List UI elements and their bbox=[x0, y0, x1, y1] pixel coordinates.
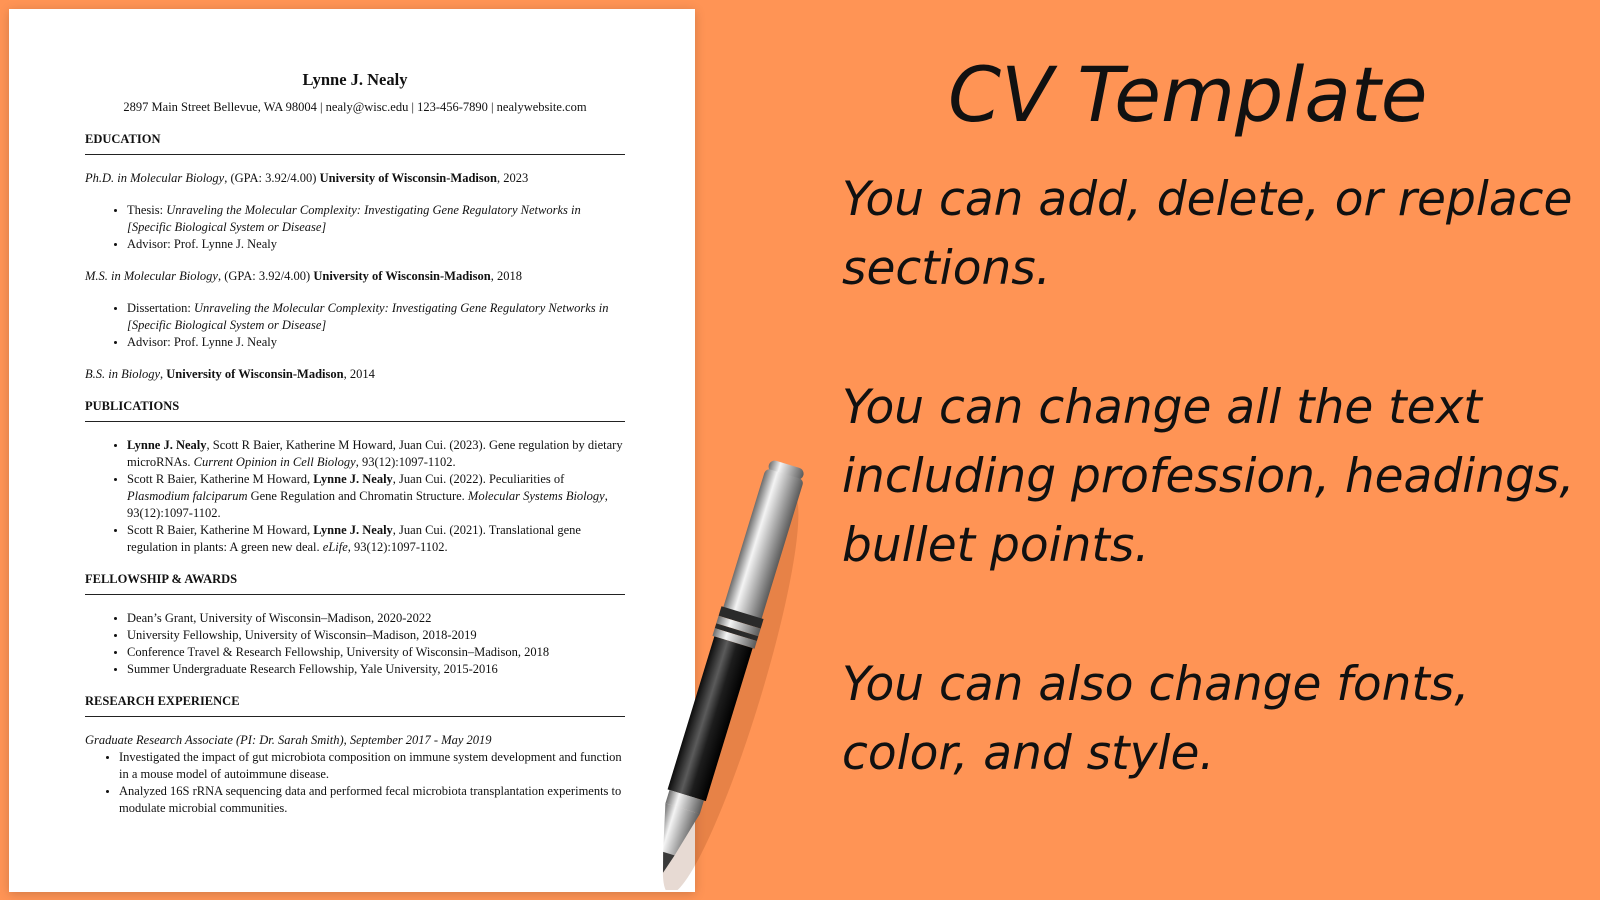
phd-details bbox=[85, 202, 625, 253]
pub-text: , Juan Cui. (2021). Translational gene regulation in plants: A green new deal. bbox=[127, 523, 581, 554]
education-heading: EDUCATION bbox=[85, 132, 161, 146]
bs-school: University of Wisconsin-Madison bbox=[166, 367, 344, 381]
publication-item bbox=[127, 522, 625, 556]
section-divider bbox=[85, 154, 625, 155]
pub-authors: Scott R Baier, Katherine M Howard, bbox=[127, 523, 314, 537]
pub-author: Lynne J. Nealy bbox=[313, 472, 393, 486]
panel-paragraph-style: You can also change fonts, color, and style. bbox=[842, 657, 1470, 781]
phd-degree: Ph.D. in Molecular Biology bbox=[85, 171, 225, 185]
research-section bbox=[85, 693, 625, 817]
phd-school: University of Wisconsin-Madison bbox=[319, 171, 497, 185]
list-item: • Advisor: Prof. Lynne J. Nealy bbox=[127, 236, 625, 253]
phd-degree-line bbox=[85, 170, 625, 187]
section-divider bbox=[85, 594, 625, 595]
thesis-label: Thesis: bbox=[127, 203, 167, 217]
pub-journal: Molecular Systems Biology bbox=[467, 489, 605, 503]
list-item: • Analyzed 16S rRNA sequencing data and performed fecal microbiota transplantation experiments to modulate microbial communities. bbox=[119, 783, 625, 817]
panel-title: CV Template bbox=[948, 50, 1428, 139]
ms-details bbox=[85, 300, 625, 351]
pub-text: Gene Regulation and Chromatin Structure. bbox=[247, 489, 468, 503]
fellowships-heading: FELLOWSHIP & AWARDS bbox=[85, 572, 238, 586]
pub-journal: Current Opinion in Cell Biology bbox=[193, 455, 356, 469]
thesis-title: Unraveling the Molecular Complexity: Investigating Gene Regulatory Networks in [Specific Biological System or Disease] bbox=[127, 203, 581, 234]
publications-heading: PUBLICATIONS bbox=[85, 399, 180, 413]
pub-text: , Juan Cui. (2022). Peculiarities of bbox=[392, 472, 565, 486]
research-position: Graduate Research Associate (PI: Dr. Sarah Smith), September 2017 - May 2019 bbox=[85, 733, 492, 747]
ms-school: University of Wisconsin-Madison bbox=[313, 269, 491, 283]
section-divider bbox=[85, 421, 625, 422]
ms-degree-line bbox=[85, 268, 625, 285]
pen-icon bbox=[625, 450, 825, 890]
bs-degree: B.S. in Biology bbox=[85, 367, 160, 381]
pub-species: Plasmodium falciparum bbox=[127, 489, 248, 503]
info-panel bbox=[842, 50, 1582, 858]
pub-citation: , 93(12):1097-1102. bbox=[127, 489, 608, 520]
section-divider bbox=[85, 716, 625, 717]
pub-authors: Scott R Baier, Katherine M Howard, bbox=[127, 472, 314, 486]
pub-text: , Scott R Baier, Katherine M Howard, Juan Cui. (2023). Gene regulation by dietary microRNAs. bbox=[127, 438, 623, 469]
pub-citation: , 93(12):1097-1102. bbox=[347, 540, 448, 554]
phd-year: , 2023 bbox=[496, 171, 529, 185]
list-item bbox=[127, 300, 625, 334]
pub-journal: eLife bbox=[322, 540, 348, 554]
ms-gpa: , (GPA: 3.92/4.00) bbox=[217, 269, 314, 283]
publication-item bbox=[127, 471, 625, 522]
fellowships-list bbox=[85, 610, 625, 678]
list-item: • Investigated the impact of gut microbiota composition on immune system development and function in a mouse model of autoimmune disease. bbox=[119, 749, 625, 783]
cv-name: Lynne J. Nealy bbox=[302, 70, 408, 89]
cv-content bbox=[85, 69, 625, 817]
cv-document bbox=[9, 9, 695, 892]
list-item: • Summer Undergraduate Research Fellowship, Yale University, 2015-2016 bbox=[127, 661, 625, 678]
ms-year: , 2018 bbox=[490, 269, 522, 283]
publication-item bbox=[127, 437, 625, 471]
pub-citation: , 93(12):1097-1102. bbox=[355, 455, 456, 469]
research-list bbox=[85, 749, 625, 817]
ms-degree: M.S. in Molecular Biology bbox=[85, 269, 218, 283]
research-heading: RESEARCH EXPERIENCE bbox=[85, 694, 240, 708]
fellowships-section bbox=[85, 571, 625, 678]
list-item: • Dean’s Grant, University of Wisconsin–Madison, 2020-2022 bbox=[127, 610, 625, 627]
bs-degree-line bbox=[85, 366, 625, 383]
pub-author: Lynne J. Nealy bbox=[127, 438, 207, 452]
dissertation-title: Unraveling the Molecular Complexity: Investigating Gene Regulatory Networks in [Specific Biological System or Disease] bbox=[127, 301, 609, 332]
publications-section bbox=[85, 398, 625, 556]
phd-gpa: , (GPA: 3.92/4.00) bbox=[224, 171, 320, 185]
list-item: • Advisor: Prof. Lynne J. Nealy bbox=[127, 334, 625, 351]
education-section bbox=[85, 131, 625, 383]
panel-paragraph-text: You can change all the text including profession, headings, bullet points. bbox=[842, 380, 1575, 573]
cv-contact: 2897 Main Street Bellevue, WA 98004 | nealy@wisc.edu | 123-456-7890 | nealywebsite.com bbox=[123, 100, 587, 114]
publications-list bbox=[85, 437, 625, 556]
dissertation-label: Dissertation: bbox=[127, 301, 195, 315]
list-item: • Conference Travel & Research Fellowship, University of Wisconsin–Madison, 2018 bbox=[127, 644, 625, 661]
panel-paragraph-sections: You can add, delete, or replace sections. bbox=[842, 172, 1573, 296]
bs-separator: , bbox=[160, 367, 167, 381]
list-item: • University Fellowship, University of Wisconsin–Madison, 2018-2019 bbox=[127, 627, 625, 644]
pub-author: Lynne J. Nealy bbox=[313, 523, 393, 537]
bs-year: , 2014 bbox=[343, 367, 375, 381]
list-item bbox=[127, 202, 625, 236]
